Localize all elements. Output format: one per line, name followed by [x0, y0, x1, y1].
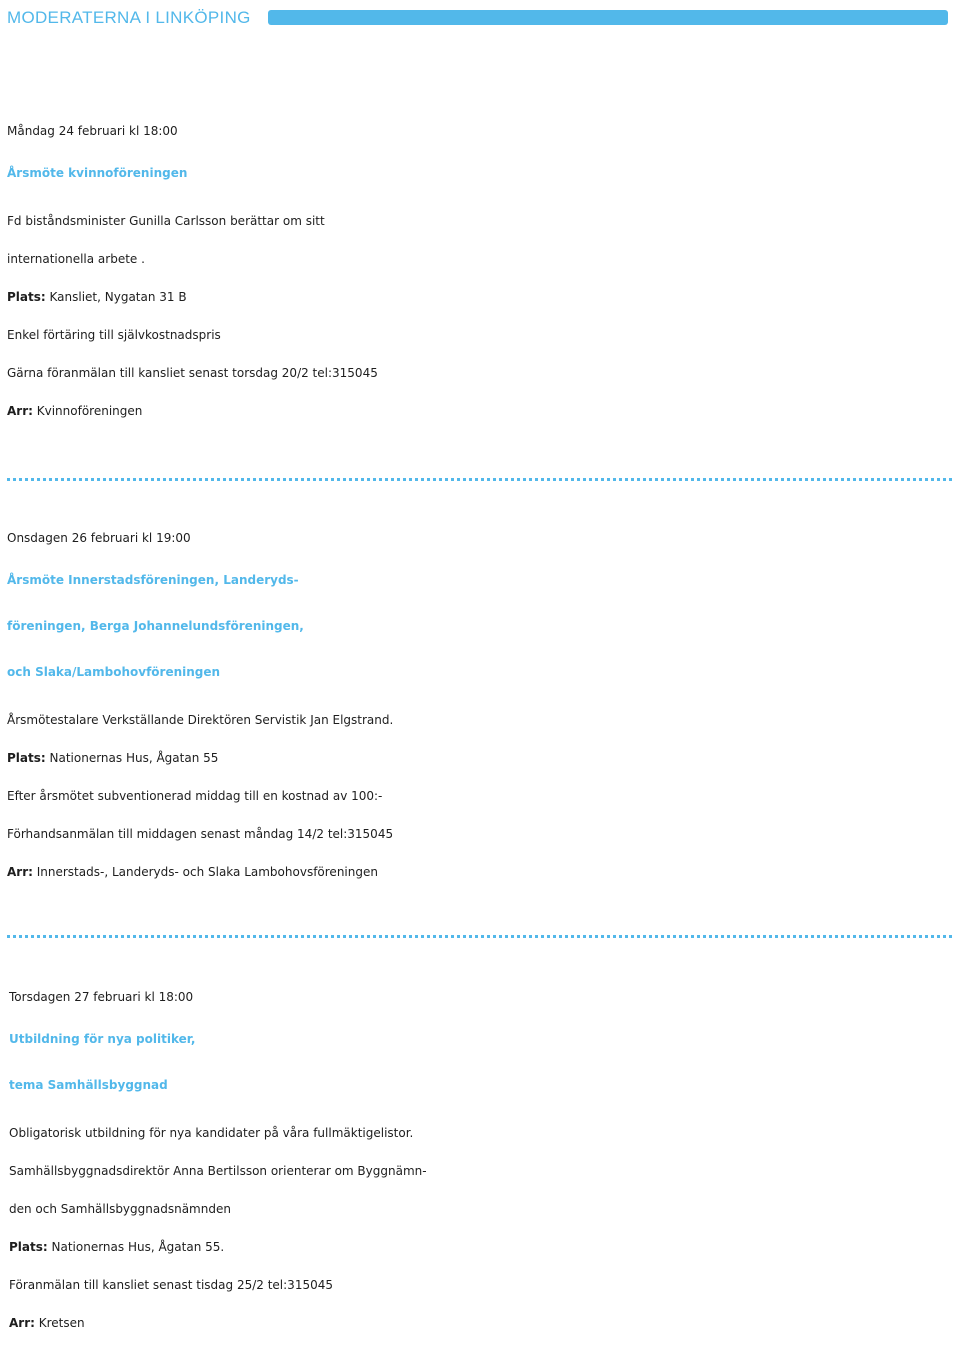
event-info: Enkel förtäring till självkostnadspris — [7, 328, 221, 342]
event-place — [7, 739, 957, 777]
event-date: Måndag 24 februari kl 18:00 — [7, 124, 178, 138]
event-info: Förhandsanmälan till middagen senast måndag 14/2 tel:315045 — [7, 827, 394, 841]
event-training-new-politicians — [9, 978, 959, 1342]
event-description: internationella arbete . — [7, 252, 145, 266]
event-annual-meeting-women — [7, 112, 957, 430]
event-info: Efter årsmötet subventionerad middag till en kostnad av 100:- — [7, 789, 383, 803]
event-description: Samhällsbyggnadsdirektör Anna Bertilsson orienterar om Byggnämn- — [9, 1164, 427, 1178]
event-title: tema Samhällsbyggnad — [9, 1078, 168, 1092]
event-place — [9, 1228, 959, 1266]
header-bar — [268, 10, 948, 25]
event-info: Gärna föranmälan till kansliet senast torsdag 20/2 tel:315045 — [7, 366, 378, 380]
dotted-divider — [7, 935, 952, 938]
event-info: Föranmälan till kansliet senast tisdag 25/2 tel:315045 — [9, 1278, 333, 1292]
event-title: Utbildning för nya politiker, — [9, 1032, 196, 1046]
event-place — [7, 278, 957, 316]
event-title: föreningen, Berga Johannelundsföreningen, — [7, 619, 304, 633]
arr-label: Arr: — [7, 404, 33, 418]
event-title: och Slaka/Lambohovföreningen — [7, 665, 221, 679]
place-value: Nationernas Hus, Ågatan 55 — [45, 751, 219, 765]
dotted-divider — [7, 478, 952, 481]
event-organizer — [9, 1304, 959, 1342]
arr-label: Arr: — [9, 1316, 35, 1330]
event-description: Årsmötestalare Verkställande Direktören Servistik Jan Elgstrand. — [7, 713, 394, 727]
event-description: Obligatorisk utbildning för nya kandidater på våra fullmäktigelistor. — [9, 1126, 414, 1140]
event-date: Torsdagen 27 februari kl 18:00 — [9, 990, 194, 1004]
arr-value: Kretsen — [34, 1316, 85, 1330]
arr-value: Innerstads-, Landeryds- och Slaka Lambohovsföreningen — [32, 865, 378, 879]
event-annual-meeting-districts — [7, 519, 957, 891]
page-header — [0, 0, 960, 36]
event-description: Fd biståndsminister Gunilla Carlsson berättar om sitt — [7, 214, 325, 228]
arr-value: Kvinnoföreningen — [32, 404, 143, 418]
place-label: Plats: — [9, 1240, 48, 1254]
event-organizer — [7, 392, 957, 430]
place-label: Plats: — [7, 751, 46, 765]
event-title: Årsmöte kvinnoföreningen — [7, 166, 188, 180]
org-name: MODERATERNA I LINKÖPING — [7, 8, 251, 27]
event-organizer — [7, 853, 957, 891]
place-value: Kansliet, Nygatan 31 B — [45, 290, 187, 304]
event-description: den och Samhällsbyggnadsnämnden — [9, 1202, 231, 1216]
place-label: Plats: — [7, 290, 46, 304]
place-value: Nationernas Hus, Ågatan 55. — [47, 1240, 225, 1254]
event-title: Årsmöte Innerstadsföreningen, Landeryds- — [7, 573, 299, 587]
event-date: Onsdagen 26 februari kl 19:00 — [7, 531, 191, 545]
arr-label: Arr: — [7, 865, 33, 879]
